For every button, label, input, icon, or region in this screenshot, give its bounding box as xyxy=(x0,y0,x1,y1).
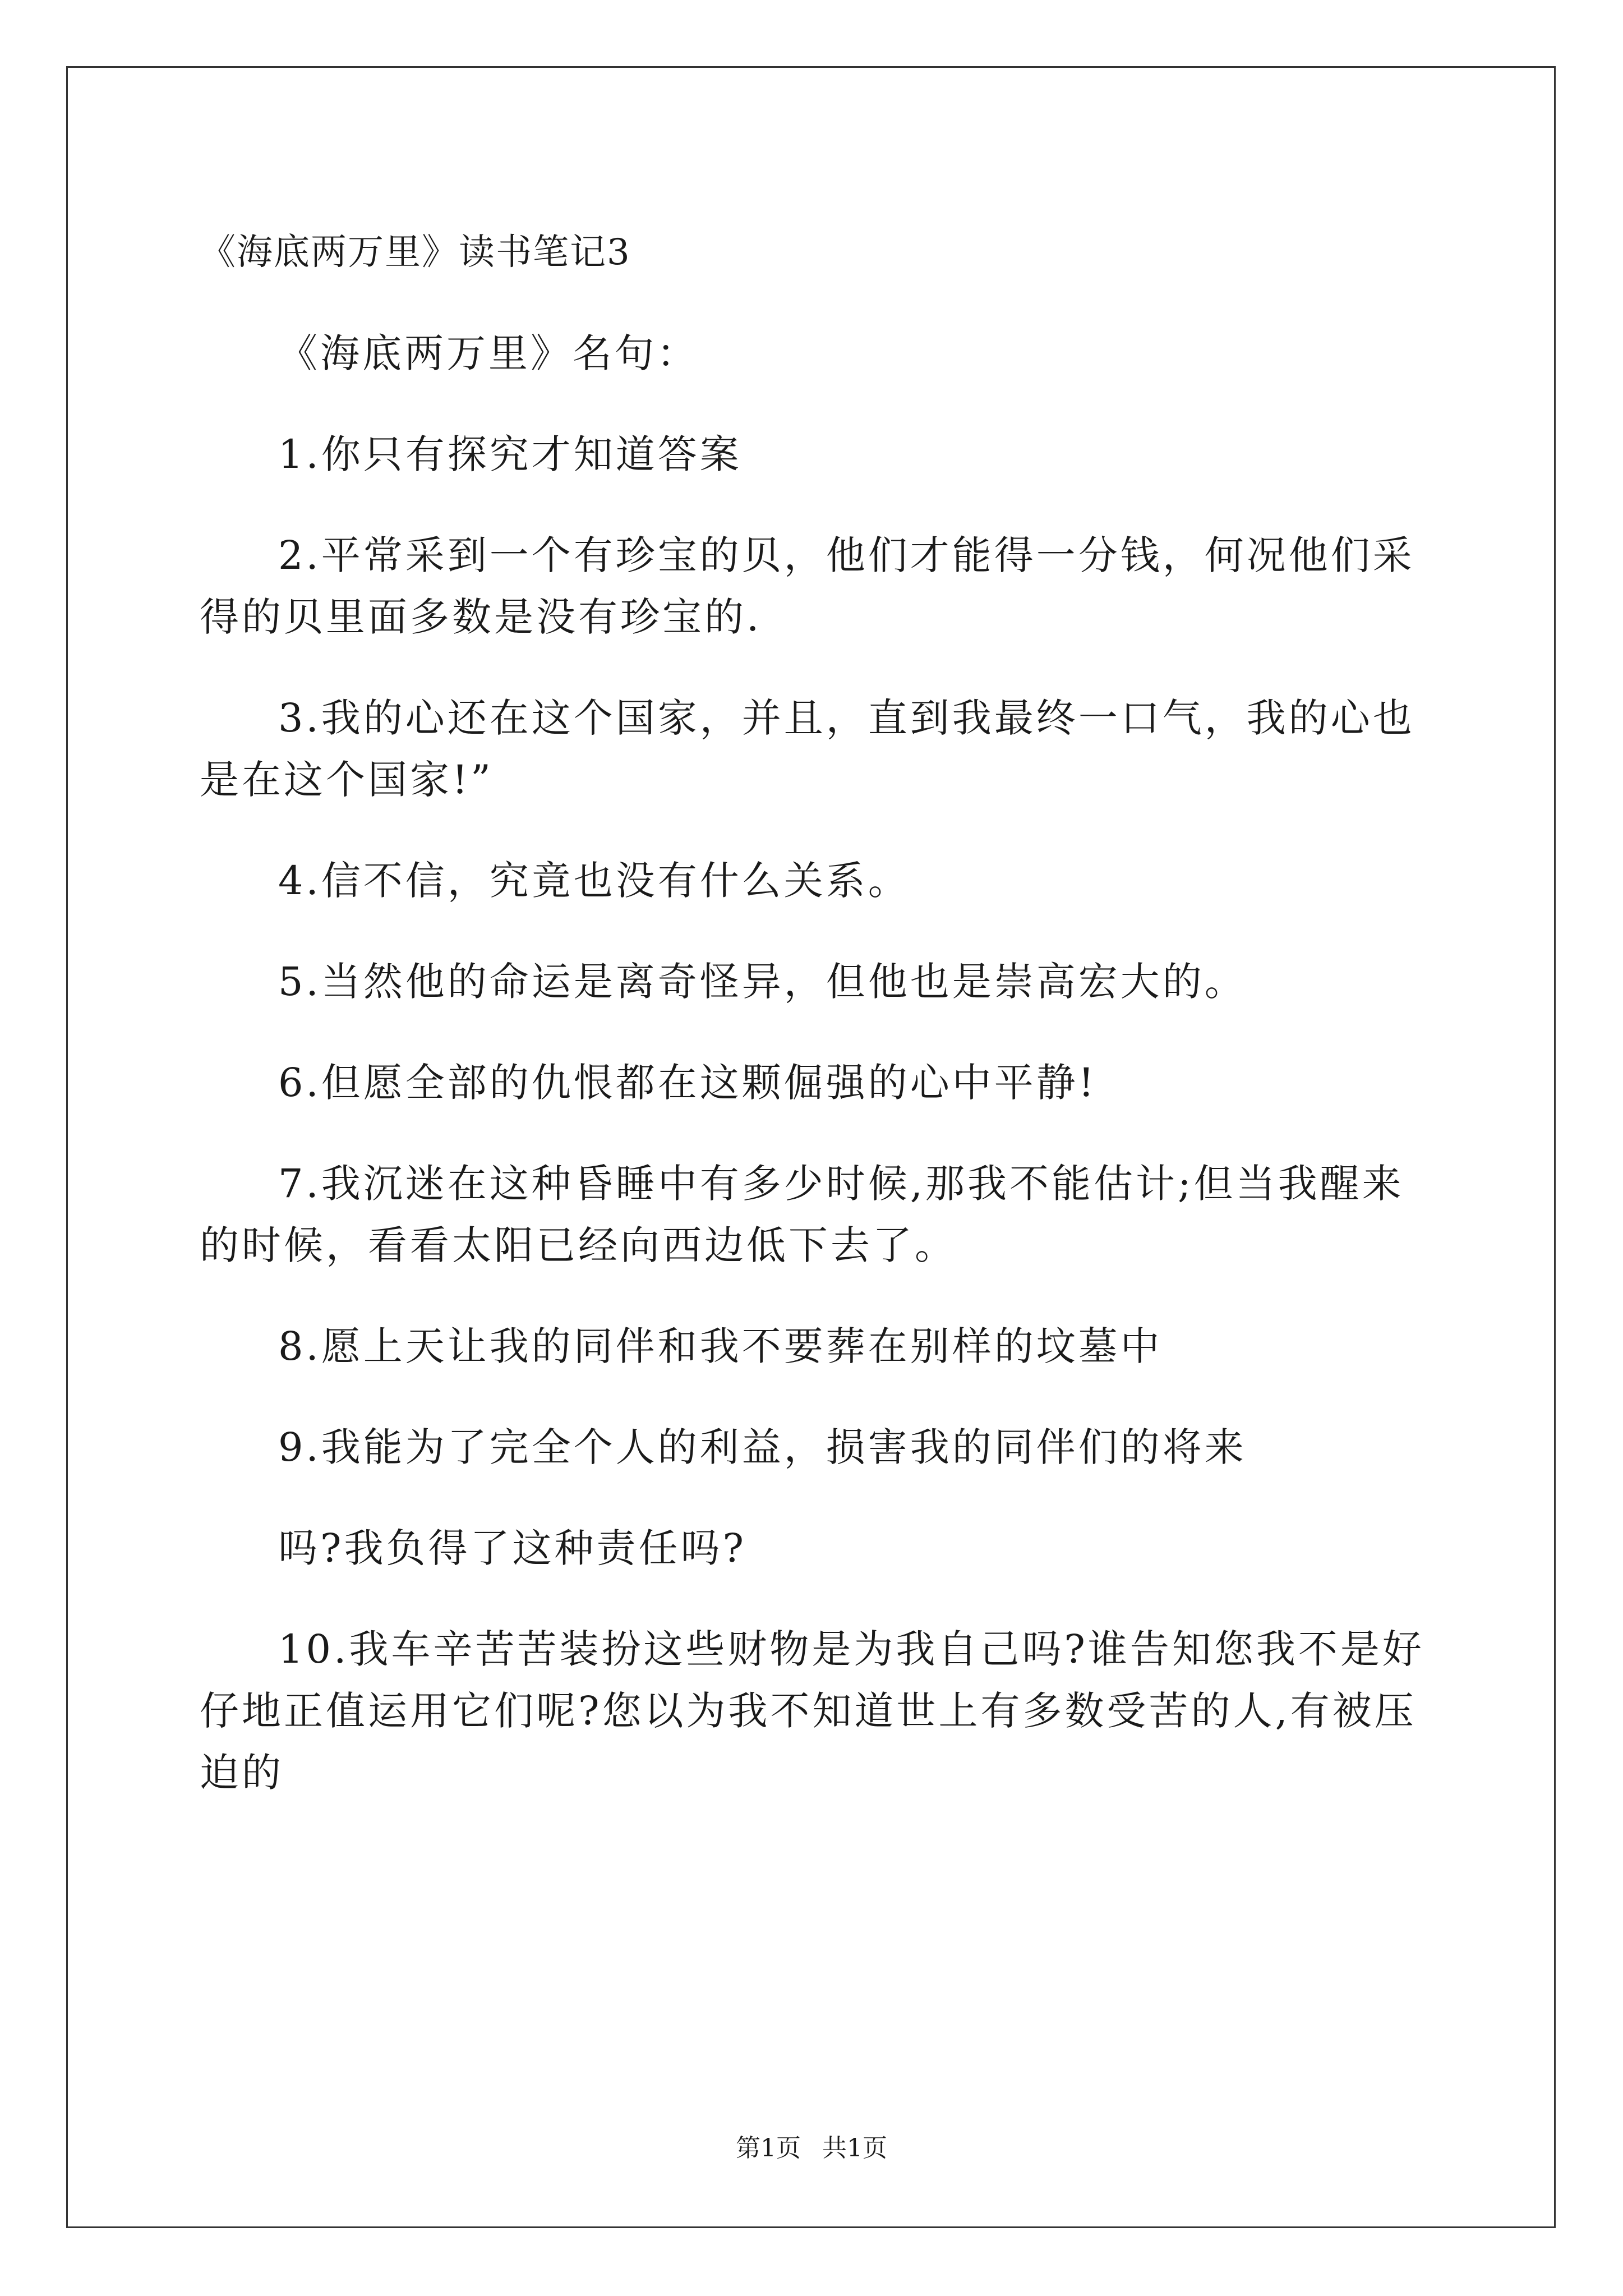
document-body xyxy=(200,222,1433,1843)
page-total: 共1页 xyxy=(822,2134,887,2162)
quote-10: 10.我车辛苦苦装扮这些财物是为我自己吗?谁告知您我不是好仔地正值运用它们呢?您以为我不知道世上有多数受苦的人,有被压迫的 xyxy=(200,1626,1424,1796)
document-title: 《海底两万里》读书笔记3 xyxy=(200,232,631,273)
page-number: 第1页 xyxy=(736,2134,801,2162)
quote-8: 8.愿上天让我的同伴和我不要葬在别样的坟墓中 xyxy=(278,1323,1163,1369)
quote-5: 5.当然他的命运是离奇怪异，但他也是崇高宏大的。 xyxy=(278,959,1247,1005)
quote-4: 4.信不信，究竟也没有什么关系。 xyxy=(278,858,910,904)
quote-6: 6.但愿全部的仇恨都在这颗倔强的心中平静! xyxy=(278,1060,1097,1106)
page-footer xyxy=(0,2132,1623,2165)
quote-9: 9.我能为了完全个人的利益，损害我的同伴们的将来 xyxy=(278,1424,1247,1470)
quote-3: 3.我的心还在这个国家，并且，直到我最终一口气，我的心也是在这个国家!” xyxy=(200,695,1415,803)
quote-1: 1.你只有探究才知道答案 xyxy=(278,431,742,477)
quote-9-continued: 吗?我负得了这种责任吗? xyxy=(278,1525,747,1571)
paragraph-heading: 《海底两万里》名句： xyxy=(278,330,699,376)
quote-7: 7.我沉迷在这种昏睡中有多少时候,那我不能估计;但当我醒来的时候，看看太阳已经向西边低下去了。 xyxy=(200,1161,1404,1268)
quote-2: 2.平常采到一个有珍宝的贝，他们才能得一分钱，何况他们采得的贝里面多数是没有珍宝的. xyxy=(200,532,1415,640)
